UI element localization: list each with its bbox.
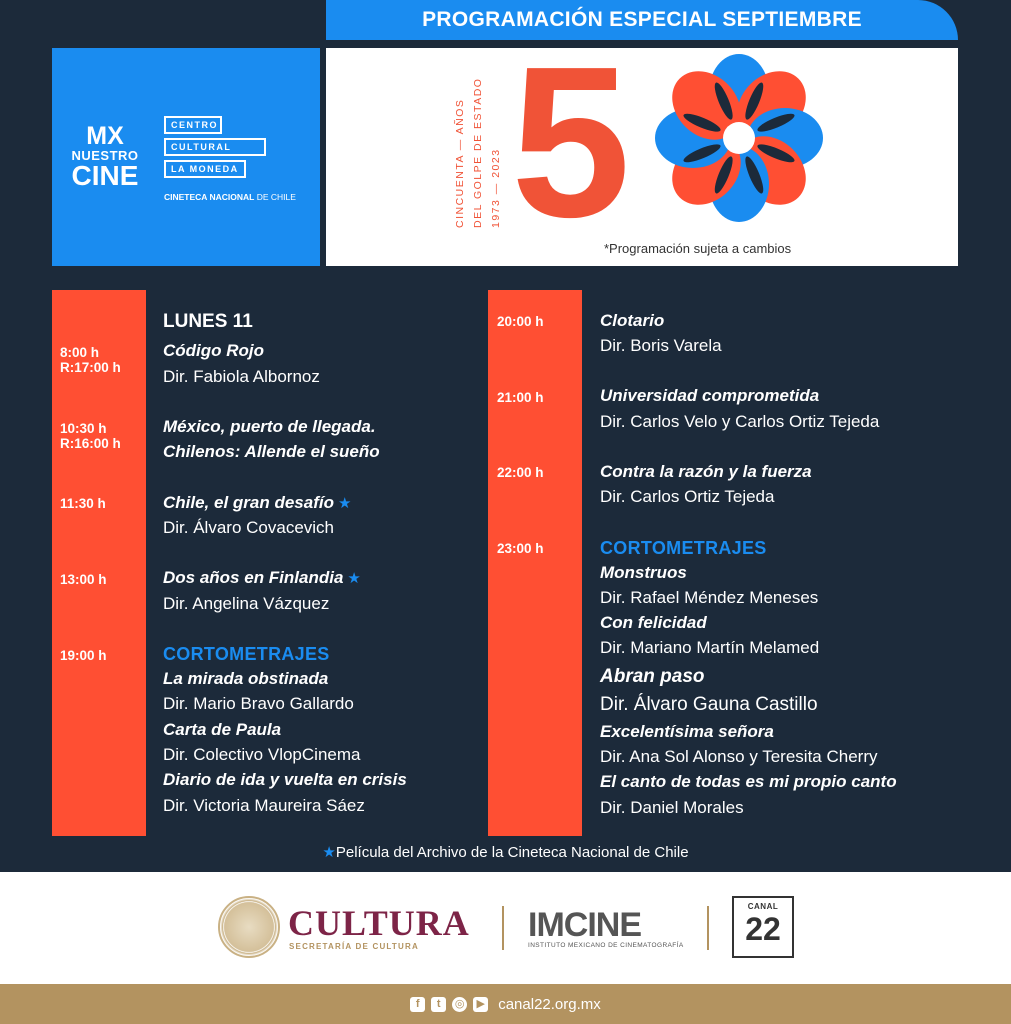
cortometrajes-heading: CORTOMETRAJES (163, 644, 330, 664)
facebook-icon[interactable]: f (410, 997, 425, 1012)
film-title: Dos años en Finlandia ★ (163, 568, 361, 587)
right-time-bar (488, 290, 582, 836)
short-director: Dir. Rafael Méndez Meneses (600, 588, 819, 607)
logo-box (52, 48, 320, 266)
short-director: Dir. Mariano Martín Melamed (600, 638, 820, 657)
film-director: Dir. Carlos Ortiz Tejeda (600, 487, 775, 506)
short-director: Dir. Victoria Maureira Sáez (163, 796, 365, 815)
star-icon: ★ (347, 570, 361, 587)
cultura-logo: CULTURA (288, 903, 470, 943)
short-director: Dir. Daniel Morales (600, 798, 744, 817)
time-slot: 22:00 h (497, 465, 544, 480)
banner-title: PROGRAMACIÓN ESPECIAL SEPTIEMBRE (422, 8, 862, 31)
short-title: Con felicidad (600, 613, 707, 632)
film-title: Contra la razón y la fuerza (600, 462, 812, 481)
film-title: Código Rojo (163, 341, 265, 360)
canal22-logo: CANAL 22 (732, 896, 794, 958)
short-director: Dir. Álvaro Gauna Castillo (600, 694, 818, 715)
footer-bar (0, 984, 1011, 1024)
mx-nuestro-cine-logo: MX NUESTRO CINE (71, 122, 139, 191)
cortometrajes-heading: CORTOMETRAJES (600, 538, 767, 558)
twitter-icon[interactable]: t (431, 997, 446, 1012)
centro-cultural-logo: CENTRO CULTURAL LA MONEDA (164, 116, 266, 182)
disclaimer: *Programación sujeta a cambios (604, 241, 792, 256)
film-title: Universidad comprometida (600, 386, 820, 405)
time-slot: 11:30 h (60, 496, 106, 511)
social-icons (410, 997, 488, 1012)
time-slot: 10:30 h R:16:00 h (60, 421, 121, 451)
short-title: Monstruos (600, 563, 687, 582)
fifty-graphic (511, 54, 831, 234)
imcine-subtitle: INSTITUTO MEXICANO DE CINEMATOGRAFÍA (528, 942, 684, 949)
time-slot: 8:00 h R:17:00 h (60, 345, 121, 375)
divider (502, 906, 504, 950)
fifty-years-box (326, 48, 958, 266)
film-director: Dir. Boris Varela (600, 336, 722, 355)
cineteca-label: CINETECA NACIONAL DE CHILE (164, 192, 296, 202)
time-slot: 21:00 h (497, 390, 544, 405)
top-banner (326, 0, 958, 40)
film-director: Dir. Álvaro Covacevich (163, 518, 335, 537)
flower-zero-icon (655, 54, 823, 222)
short-title: La mirada obstinada (163, 669, 329, 688)
day-heading: LUNES 11 (163, 311, 253, 332)
time-slot: 13:00 h (60, 572, 107, 587)
film-title: Clotario (600, 311, 665, 330)
short-director: Dir. Colectivo VlopCinema (163, 745, 361, 764)
star-icon: ★ (338, 495, 352, 512)
website-link[interactable]: canal22.org.mx (498, 995, 601, 1013)
time-slot: 20:00 h (497, 314, 544, 329)
film-title: Chile, el gran desafío ★ (163, 493, 352, 512)
film-director: Dir. Carlos Velo y Carlos Ortiz Tejeda (600, 412, 880, 431)
star-icon: ★ (322, 844, 336, 861)
youtube-icon[interactable]: ▶ (473, 997, 488, 1012)
footnote: ★Película del Archivo de la Cineteca Nacional de Chile (322, 844, 689, 861)
film-title: México, puerto de llegada. (163, 417, 376, 436)
short-title: Excelentísima señora (600, 722, 774, 741)
imcine-logo: IMCINE (528, 906, 641, 944)
mexico-seal-icon (218, 896, 280, 958)
film-title: Chilenos: Allende el sueño (163, 442, 380, 461)
instagram-icon[interactable]: ◎ (452, 997, 467, 1012)
sponsors-strip (0, 872, 1011, 984)
secretaria-label: SECRETARÍA DE CULTURA (289, 942, 419, 951)
short-director: Dir. Mario Bravo Gallardo (163, 694, 354, 713)
time-slot: 23:00 h (497, 541, 544, 556)
short-title: Abran paso (600, 666, 705, 687)
time-slot: 19:00 h (60, 648, 107, 663)
divider (707, 906, 709, 950)
short-director: Dir. Ana Sol Alonso y Teresita Cherry (600, 747, 878, 766)
film-director: Dir. Angelina Vázquez (163, 594, 330, 613)
short-title: Carta de Paula (163, 720, 282, 739)
film-director: Dir. Fabiola Albornoz (163, 367, 320, 386)
flower-center (723, 122, 755, 154)
fifty-vertical-text: CINCUENTA — AÑOS DEL GOLPE DE ESTADO 1973 — 2023 (454, 77, 502, 228)
short-title: El canto de todas es mi propio canto (600, 772, 897, 791)
short-title: Diario de ida y vuelta en crisis (163, 770, 407, 789)
five-digit: 5 (511, 54, 631, 234)
